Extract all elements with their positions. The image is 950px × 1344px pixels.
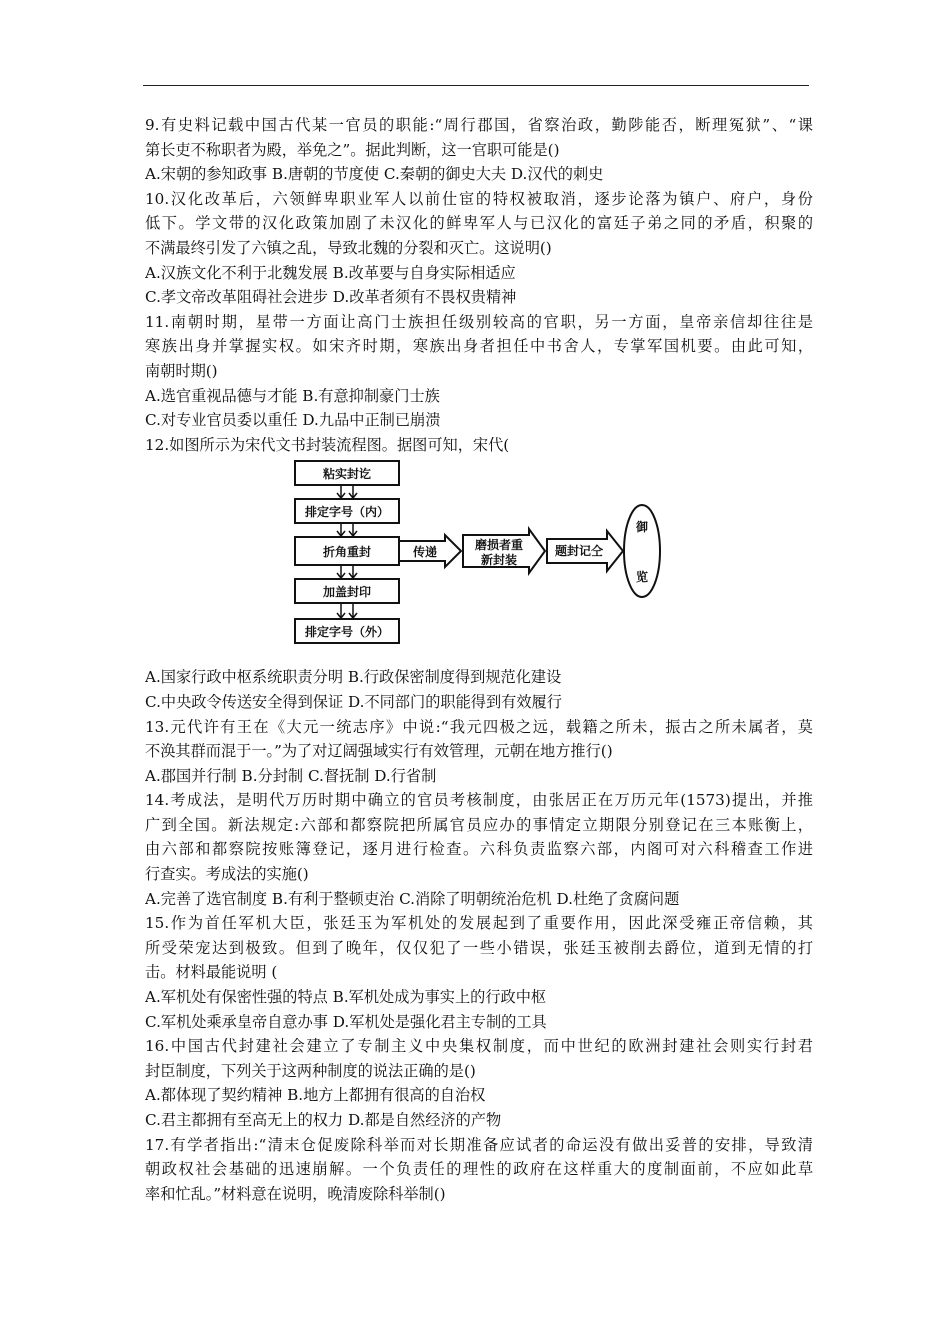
question-stem-line: 寒族出身并掌握实权。如宋齐时期，寒族出身者担任中书舍人，专掌军国机要。由此可知， [145, 337, 813, 356]
question-stem-line: 广到全国。新法规定:六部和都察院把所属官员应办的事情定立期限分别登记在三本账衡上， [145, 815, 813, 834]
question-stem-line: 行查实。考成法的实施() [145, 865, 309, 884]
question-stem-line: 不涣其群而混于一。”为了对辽阔强域实行有效管理，元朝在地方推行() [145, 742, 613, 761]
question-stem-line: 9.有史料记载中国古代某一官员的职能:“周行郡国，省察治政，勤陟能否，断理冤狱”、“课 [145, 116, 813, 134]
flow-end-node [624, 505, 660, 597]
question-stem-line: 第长吏不称职者为殿，举免之”。据此判断，这一官职可能是() [145, 140, 560, 159]
question-13 [145, 715, 813, 789]
question-stem-line: 不满最终引发了六镇之乱，导致北魏的分裂和灭亡。这说明() [145, 238, 552, 257]
question-stem-line: 朝政权社会基础的迅速崩解。一个负责任的理性的政府在这样重大的度制面前，不应如此草 [145, 1160, 813, 1179]
question-stem-line: 南朝时期() [145, 361, 218, 380]
question-stem-line: 封臣制度，下列关于这两种制度的说法正确的是() [145, 1061, 476, 1080]
question-12-options [145, 665, 813, 714]
flow-step-label: 粘实封讫 [322, 467, 372, 482]
question-options-line: A.完善了选官制度 B.有利于整顿吏治 C.消除了明朝统治危机 D.杜绝了贪腐问题 [145, 889, 680, 908]
question-stem-line: 16.中国古代封建社会建立了专制主义中央集权制度，而中世纪的欧洲封建社会则实行封君 [145, 1037, 813, 1056]
question-options-line: C.君主都拥有至高无上的权力 D.都是自然经济的产物 [145, 1111, 502, 1129]
question-15 [145, 911, 813, 1034]
question-stem-line: 17.有学者指出:“清末仓促废除科举而对长期准备应试者的命运没有做出妥普的安排，导致清 [145, 1135, 813, 1154]
question-16 [145, 1034, 813, 1132]
question-10 [145, 187, 813, 310]
question-stem-line: 15.作为首任军机大臣，张廷玉为军机处的发展起到了重要作用，因此深受雍正帝信赖，其 [145, 914, 813, 933]
flow-arrow-seal [547, 531, 623, 571]
flow-arrow-label: 磨损者重 [474, 538, 524, 553]
question-17 [145, 1133, 813, 1207]
question-11 [145, 310, 813, 433]
exam-content [145, 113, 813, 1206]
flow-step-box [295, 579, 399, 603]
question-12 [145, 433, 813, 458]
flow-step-box [295, 499, 399, 523]
question-stem-line: 11.南朝时期，星带一方面让高门士族担任级别较高的官职，另一方面，皇帝亲信却往往是 [145, 312, 813, 331]
question-options-line: A.郡国并行制 B.分封制 C.督抚制 D.行省制 [145, 766, 437, 785]
flow-arrow-repack [463, 529, 545, 573]
question-stem-line: 由六部和都察院按账簿登记，逐月进行检查。六科负责监察六部，内阁可对六科稽查工作进 [145, 840, 813, 859]
question-stem-line: 率和忙乱。”材料意在说明，晚清废除科举制() [145, 1184, 446, 1203]
question-14 [145, 788, 813, 911]
flow-step-label: 折角重封 [322, 545, 372, 560]
question-options-line: A.军机处有保密性强的特点 B.军机处成为事实上的行政中枢 [145, 988, 547, 1007]
question-stem-line: 13.元代许有王在《大元一统志序》中说:“我元四极之远，载籍之所未，振古之所未属者，莫 [145, 717, 813, 736]
question-9 [145, 113, 813, 187]
question-options-line: A.国家行政中枢系统职责分明 B.行政保密制度得到规范化建设 [145, 668, 562, 687]
question-options-line: A.都体现了契约精神 B.地方上都拥有很高的自治权 [145, 1086, 486, 1105]
question-options-line: C.军机处乘承皇帝自意办事 D.军机处是强化君主专制的工具 [145, 1012, 547, 1031]
flow-arrow-transmit [399, 535, 461, 567]
question-stem-line: 12.如图所示为宋代文书封装流程图。据图可知，宋代( [145, 435, 510, 454]
flow-arrow-label: 新封装 [480, 553, 518, 568]
flow-arrow-label: 传递 [412, 545, 438, 560]
flow-step-box [295, 619, 399, 643]
document-flowchart [145, 459, 813, 661]
flow-step-box [295, 537, 399, 565]
flow-step-label: 加盖封印 [322, 585, 372, 600]
question-options-line: C.中央政令传送安全得到保证 D.不同部门的职能得到有效履行 [145, 692, 562, 711]
header-rule [143, 85, 809, 86]
flow-end-char: 览 [635, 570, 649, 585]
question-options-line: A.选官重视品德与才能 B.有意抑制豪门士族 [145, 386, 440, 405]
question-stem-line: 击。材料最能说明 ( [145, 963, 278, 982]
question-stem-line: 10.汉化改革后，六领鲜卑职业军人以前仕宦的特权被取消，逐步论落为镇户、府户，身份 [145, 189, 813, 208]
question-options-line: C.对专业官员委以重任 D.九品中正制已崩溃 [145, 411, 441, 430]
question-stem-line: 所受荣宠达到极致。但到了晚年，仅仅犯了一些小错误，张廷玉被削去爵位，道到无情的打 [145, 938, 813, 957]
question-stem-line: 14.考成法，是明代万历时期中确立的官员考核制度，由张居正在万历元年(1573)提出，并推 [145, 791, 813, 810]
flow-step-label: 排定字号（内） [304, 505, 390, 520]
question-stem-line: 低下。学文带的汉化政策加剧了未汉化的鲜卑军人与已汉化的富廷子弟之同的矛盾，积聚的 [145, 214, 813, 233]
flow-step-label: 排定字号（外） [304, 625, 390, 640]
question-options-line: A.汉族文化不利于北魏发展 B.改革要与自身实际相适应 [145, 263, 516, 282]
question-options-line: A.宋朝的参知政事 B.唐朝的节度使 C.秦朝的御史大夫 D.汉代的刺史 [145, 165, 604, 184]
flow-step-box [295, 461, 399, 485]
flowchart-svg [145, 459, 813, 661]
flow-end-char: 御 [635, 520, 649, 535]
question-options-line: C.孝文帝改革阻碍社会进步 D.改革者须有不畏权贵精神 [145, 288, 517, 307]
flow-arrow-label: 题封记仝 [554, 544, 604, 559]
